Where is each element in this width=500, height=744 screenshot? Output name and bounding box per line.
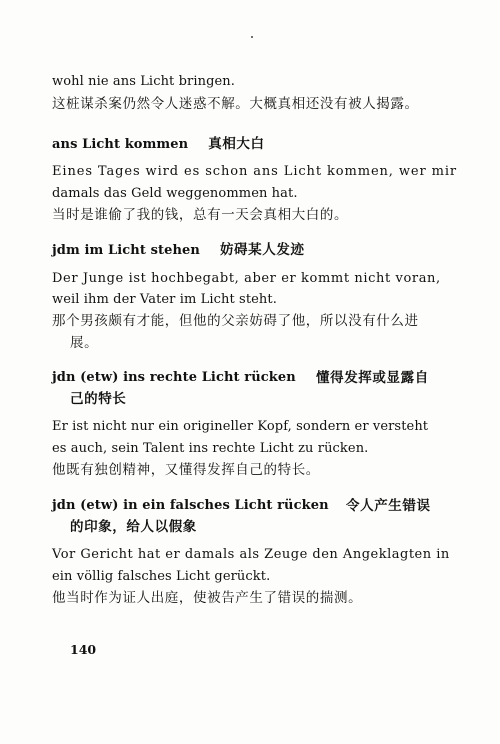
entry-1-example-de-2: damals das Geld weggenommen hat. [52, 186, 298, 201]
entry-1-example-de-1: Eines Tages wird es schon ans Licht kommen, wer mir [52, 164, 458, 179]
entry-2-example-zh-2: 展。 [70, 335, 99, 351]
intro-german: wohl nie ans Licht bringen. [52, 74, 235, 89]
entry-4-example-zh: 他当时作为证人出庭，使被告产生了错误的揣测。 [52, 590, 363, 606]
page-number: 140 [70, 642, 97, 657]
entry-4-heading [52, 498, 329, 514]
entry-3-example-de-2: es auch, sein Talent ins rechte Licht zu rücken. [52, 441, 369, 456]
entry-phrase: jdn (etw) ins rechte Licht rücken [52, 370, 296, 385]
entry-phrase: ans Licht kommen [52, 137, 189, 152]
entry-3-heading [52, 370, 296, 386]
entry-2-heading [52, 242, 305, 259]
entry-meaning: 真相大白 [208, 136, 265, 152]
entry-3-example-de-1: Er ist nicht nur ein origineller Kopf, sondern er versteht [52, 419, 429, 434]
entry-2-example-zh-1: 那个男孩颇有才能，但他的父亲妨碍了他，所以没有什么进 [52, 313, 419, 329]
entry-4-meaning-1: 令人产生错误 [346, 498, 431, 514]
entry-4-example-de-2: ein völlig falsches Licht gerückt. [52, 569, 271, 584]
intro-chinese: 这桩谋杀案仍然令人迷惑不解。大概真相还没有被人揭露。 [52, 96, 419, 112]
entry-4-example-de-1: Vor Gericht hat er damals als Zeuge den Angeklagten in [52, 547, 450, 562]
entry-4-meaning-2: 的印象，给人以假象 [70, 519, 197, 535]
entry-3-meaning-1: 懂得发挥或显露自 [316, 370, 429, 386]
entry-meaning: 妨碍某人发迹 [219, 242, 305, 258]
entry-1-heading [52, 136, 265, 153]
entry-3-example-zh: 他既有独创精神，又懂得发挥自己的特长。 [52, 462, 320, 478]
entry-1-example-zh: 当时是谁偷了我的钱，总有一天会真相大白的。 [52, 207, 349, 223]
speck [251, 36, 253, 38]
entry-2-example-de-2: weil ihm der Vater im Licht steht. [52, 292, 277, 307]
entry-phrase: jdn (etw) in ein falsches Licht rücken [52, 498, 329, 513]
entry-2-example-de-1: Der Junge ist hochbegabt, aber er kommt nicht voran, [52, 271, 441, 286]
entry-3-meaning-2: 己的特长 [70, 391, 127, 407]
entry-phrase: jdm im Licht stehen [52, 243, 200, 258]
